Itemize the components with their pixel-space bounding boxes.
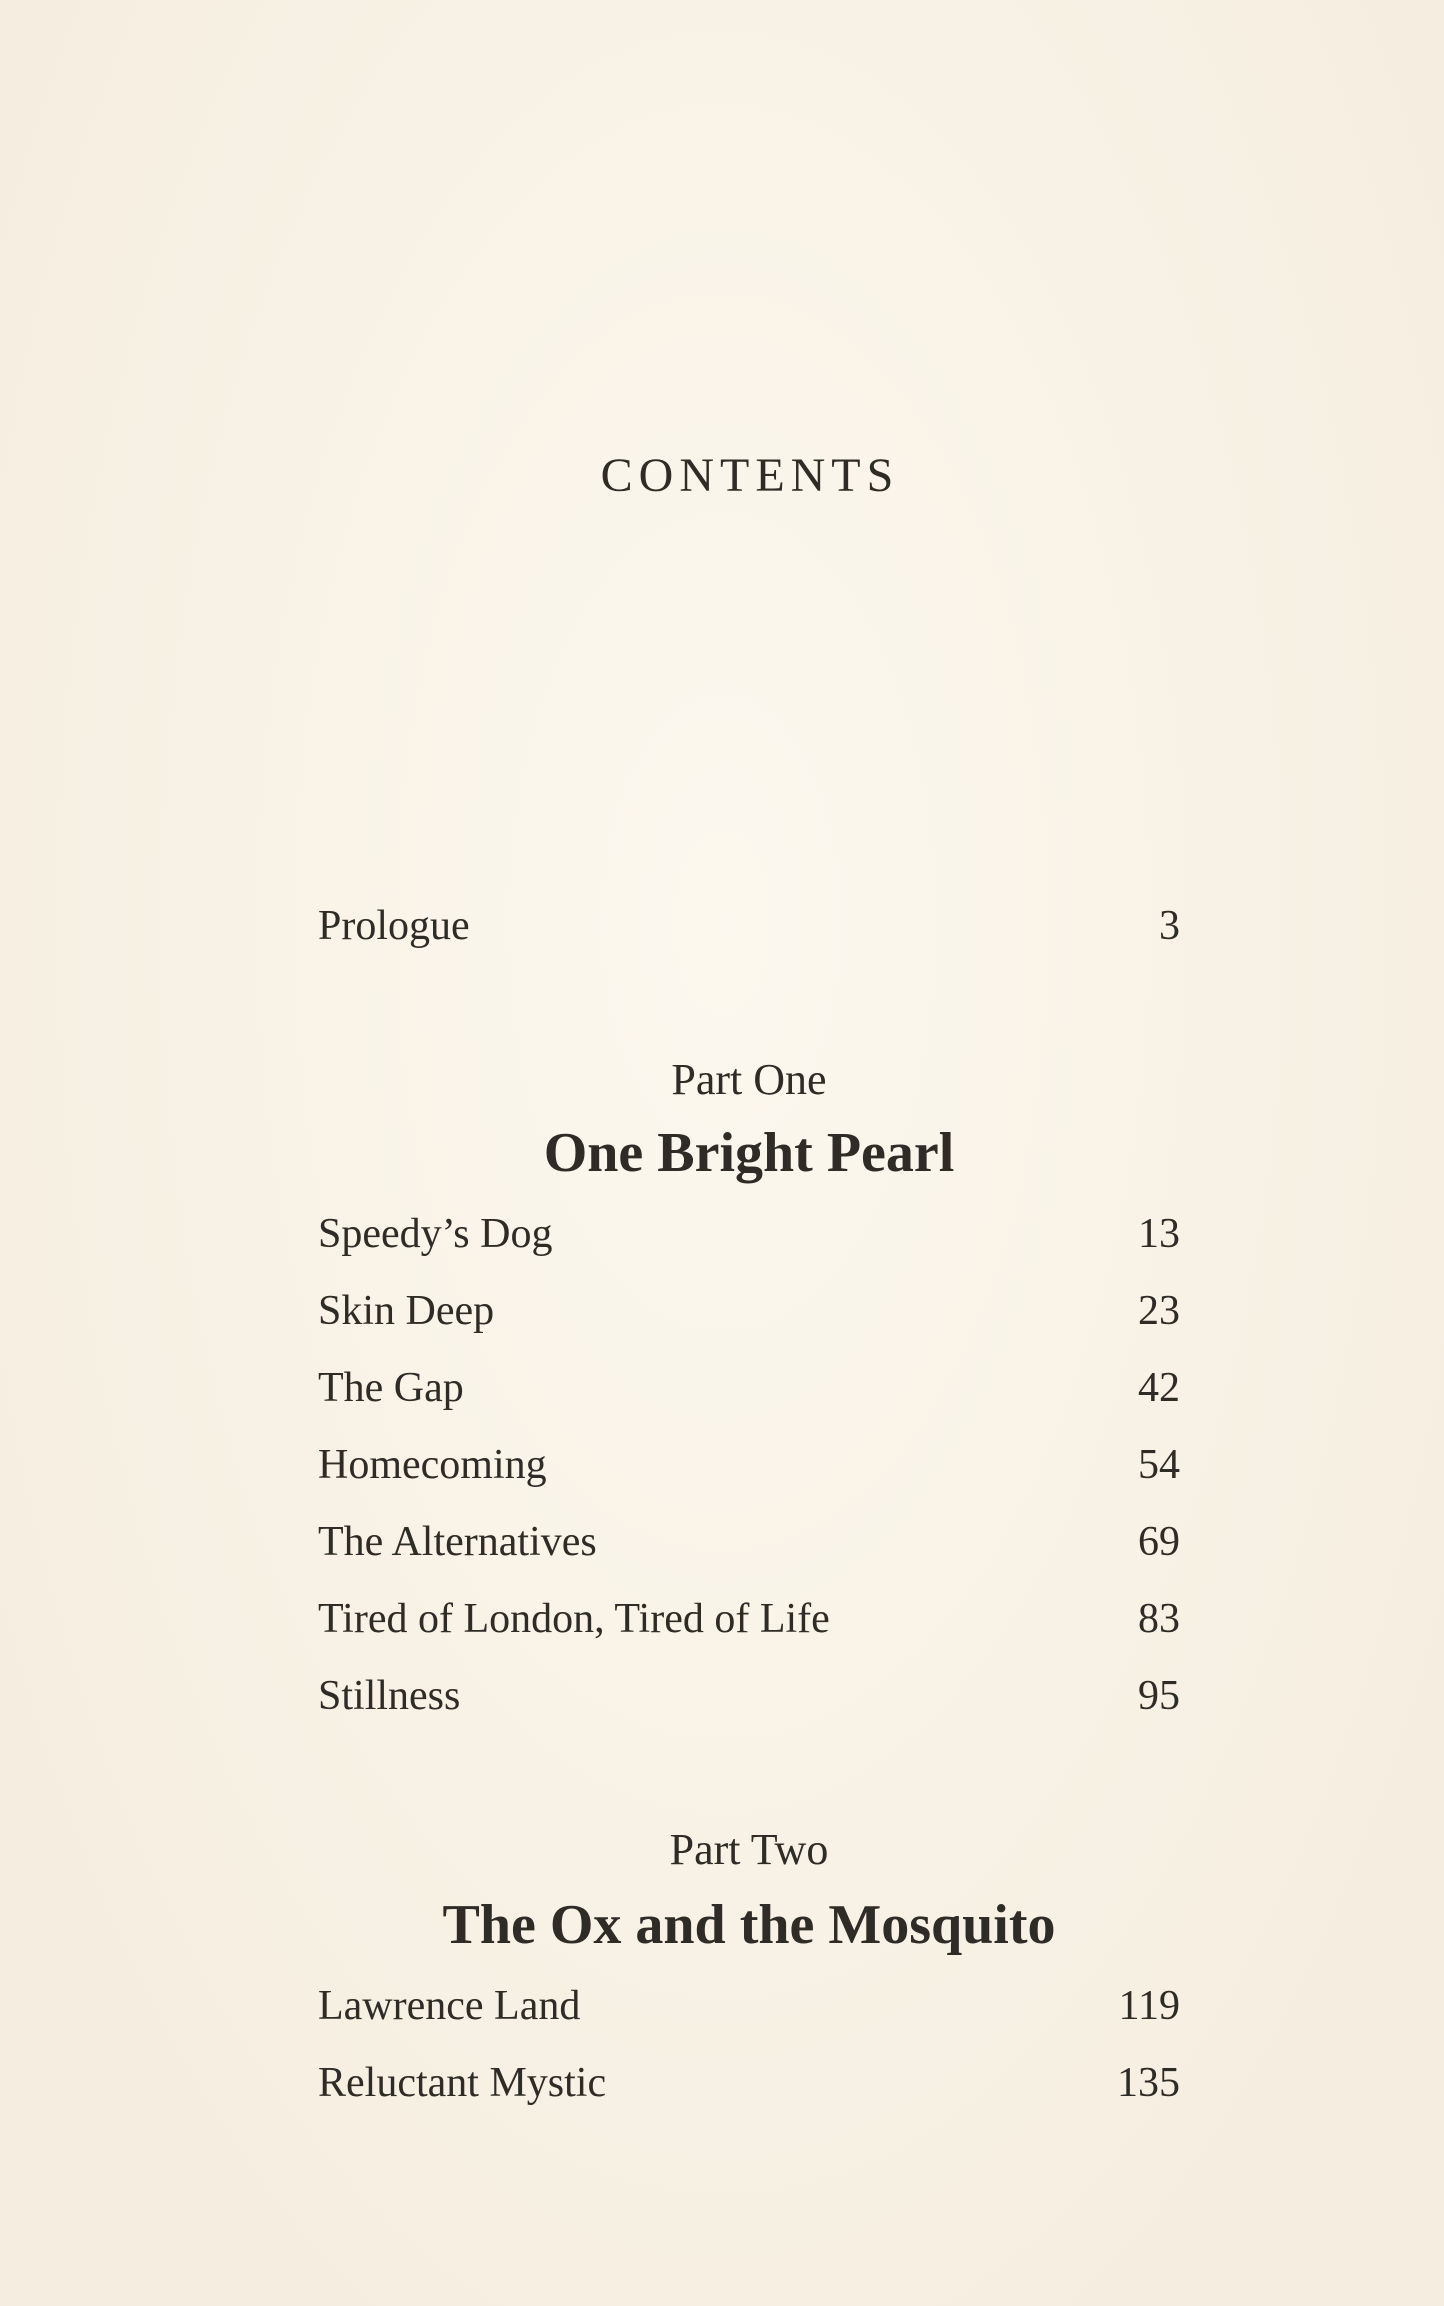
toc-entry-page: 119 (1118, 1983, 1180, 2029)
toc-entry-prologue[interactable] (318, 896, 1180, 956)
toc-entry[interactable] (318, 1666, 1180, 1726)
toc-entry[interactable] (318, 1976, 1180, 2036)
part-one-title: One Bright Pearl (543, 1122, 955, 1184)
toc-entry-title: Skin Deep (318, 1288, 495, 1334)
toc-entry-title: Stillness (318, 1673, 461, 1719)
toc-entry-page: 42 (1138, 1365, 1180, 1411)
toc-entry-title: Homecoming (318, 1442, 547, 1488)
toc-entry[interactable] (318, 1435, 1180, 1495)
toc-entry-page: 95 (1138, 1673, 1180, 1719)
toc-entry-title: Reluctant Mystic (318, 2060, 607, 2106)
part-two-title: The Ox and the Mosquito (442, 1894, 1056, 1956)
toc-entry-page: 54 (1138, 1442, 1180, 1488)
contents-heading: CONTENTS (600, 449, 900, 502)
toc-entry-title: Prologue (318, 903, 470, 949)
table-of-contents (318, 0, 1180, 2306)
toc-entry-page: 135 (1117, 2060, 1180, 2106)
part-two-label: Part Two (669, 1825, 829, 1874)
toc-entry[interactable] (318, 1512, 1180, 1572)
toc-entry-page: 69 (1138, 1519, 1180, 1565)
toc-entry[interactable] (318, 1358, 1180, 1418)
toc-entry-page: 13 (1138, 1211, 1180, 1257)
toc-entry[interactable] (318, 1589, 1180, 1649)
toc-entry-page: 3 (1159, 903, 1180, 949)
part-one-label: Part One (671, 1055, 827, 1104)
toc-entry[interactable] (318, 1281, 1180, 1341)
toc-entry[interactable] (318, 1204, 1180, 1264)
toc-entry-title: The Gap (318, 1365, 464, 1411)
toc-entry-title: Lawrence Land (318, 1983, 581, 2029)
toc-entry-title: The Alternatives (318, 1519, 597, 1565)
toc-entry-page: 83 (1138, 1596, 1180, 1642)
toc-entry-title: Speedy’s Dog (318, 1211, 553, 1257)
toc-entry[interactable] (318, 2053, 1180, 2113)
toc-entry-title: Tired of London, Tired of Life (318, 1596, 830, 1642)
toc-entry-page: 23 (1138, 1288, 1180, 1334)
